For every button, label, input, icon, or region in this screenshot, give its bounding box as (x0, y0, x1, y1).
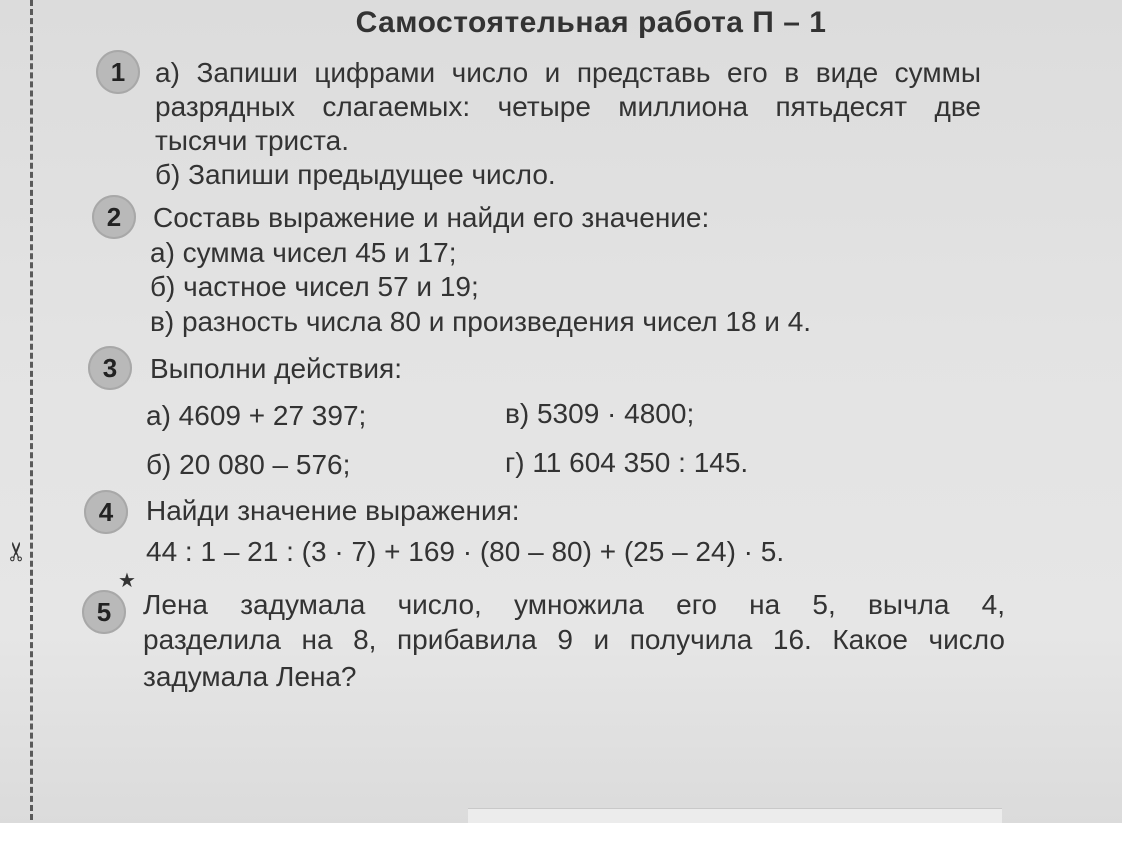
task-2-line-3: б) частное чисел 57 и 19; (150, 271, 479, 302)
star-icon: ★ (118, 570, 136, 592)
screen-bottom-bar (468, 808, 1002, 823)
task-3-item-v: в) 5309 · 4800; (505, 398, 695, 429)
task-4-number: 4 (84, 490, 128, 534)
task-5-line-2: разделила на 8, прибавила 9 и получила 16. Какое число (143, 624, 1005, 655)
task-3-item-g: г) 11 604 350 : 145. (505, 447, 749, 478)
task-1-number: 1 (96, 50, 140, 94)
task-4-line-2: 44 : 1 – 21 : (3 · 7) + 169 · (80 – 80) + (25 – 24) · 5. (146, 536, 785, 567)
task-3-number: 3 (88, 346, 132, 390)
task-5-line-3: задумала Лена? (143, 661, 357, 692)
task-3-item-b: б) 20 080 – 576; (146, 449, 351, 480)
bottom-strip (0, 823, 1122, 842)
cut-line (30, 0, 33, 820)
scissors-icon: ✂ (1, 540, 32, 563)
task-1-line-1: а) Запиши цифрами число и представь его в виде суммы (155, 57, 981, 88)
task-2-line-2: а) сумма чисел 45 и 17; (150, 237, 457, 268)
task-1-line-4: б) Запиши предыдущее число. (155, 159, 556, 190)
page-title: Самостоятельная работа П – 1 (355, 6, 827, 39)
task-1-line-2: разрядных слагаемых: четыре миллиона пятьдесят две (155, 91, 981, 122)
task-4-line-1: Найди значение выражения: (146, 495, 520, 526)
task-2-number: 2 (92, 195, 136, 239)
task-3-item-a: а) 4609 + 27 397; (146, 400, 367, 431)
task-1-line-3: тысячи триста. (155, 125, 350, 156)
task-5-line-1: Лена задумала число, умножила его на 5, вычла 4, (143, 589, 1005, 620)
task-3-line-1: Выполни действия: (150, 353, 402, 384)
task-2-line-4: в) разность числа 80 и произведения чисел 18 и 4. (150, 306, 812, 337)
task-2-line-1: Составь выражение и найди его значение: (153, 202, 710, 233)
task-5-number: 5 (82, 590, 126, 634)
